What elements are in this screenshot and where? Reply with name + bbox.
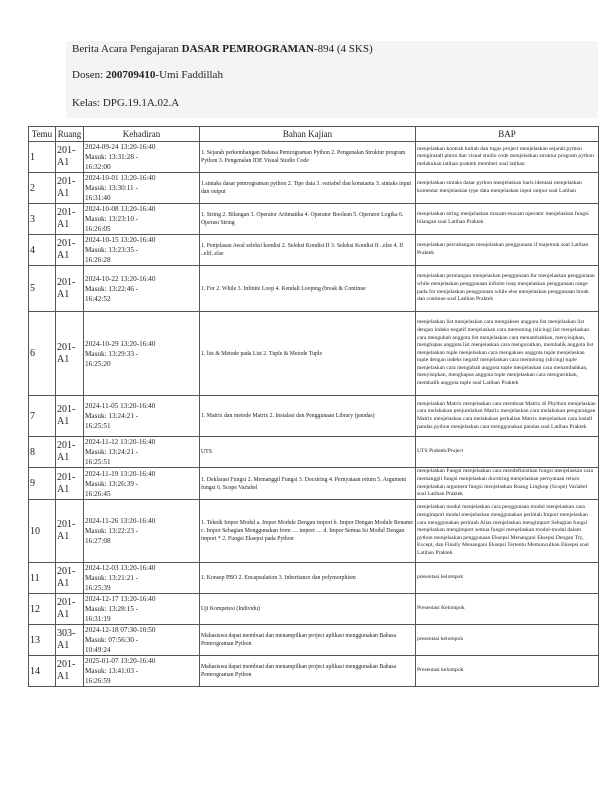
bap-cell: menjelaskan Matrix menjelaskan cara membuat Matrix di Phython menjelaskan cara melakukan penjumlahan Matrix menjelaskan cara melakukan pengurangan Matrix menjelaskan cara melakukan perkalian Matrix menjelaskan cara install pandas python menjelaskan cara menggunakan pandas soal Latihan Praktek xyxy=(416,396,599,437)
column-header-ruang: Ruang xyxy=(56,127,84,142)
ruang-cell: 303-A1 xyxy=(56,625,84,656)
bahan-kajian-cell: 1. Konsep PBO 2. Encapsulation 3. Inheritance dan polymorphism xyxy=(200,563,416,594)
table-row xyxy=(29,437,599,468)
kehadiran-cell: 2024-10-22 13:20-16:40 Masuk: 13:22:46 - 16:42:52 xyxy=(84,266,200,312)
bahan-kajian-cell: 1. String 2. Bilangan 3. Operator Aritmatika 4. Operator Boolean 5. Operator Logika 6. Operasi String xyxy=(200,204,416,235)
kehadiran-cell: 2024-11-12 13:20-16:40 Masuk: 13:24:21 - 16:25:51 xyxy=(84,437,200,468)
column-header-bahan-kajian: Bahan Kajian xyxy=(200,127,416,142)
ruang-cell: 201-A1 xyxy=(56,594,84,625)
kehadiran-cell: 2024-11-05 13:20-16:40 Masuk: 13:24:21 - 16:25:51 xyxy=(84,396,200,437)
kehadiran-cell: 2024-10-01 13:20-16:40 Masuk: 13:30:11 - 16:31:40 xyxy=(84,173,200,204)
temu-cell: 3 xyxy=(29,204,56,235)
temu-cell: 4 xyxy=(29,235,56,266)
bap-cell: menjelaskan kontrak kuliah dan tugas project menjelaskan sejarah python menginstall phton dan visual studio code menjelaskan struktur program python melakukan latihan praktek memberi soal latihan xyxy=(416,142,599,173)
table-header-row xyxy=(29,127,599,142)
ruang-cell: 201-A1 xyxy=(56,312,84,396)
bap-cell: menjelaskan Fungsi menjelaskan cara mendefinisikan fungsi menjelaskan cara memanggil fungsi menjelaskan docstring menjelaskan pernyataan return menjelaskan argument fungsi menjelaskan Ruang Lingkup (Scope) Variabel soal Latihan Praktek xyxy=(416,468,599,500)
title-line xyxy=(72,43,373,55)
ruang-cell: 201-A1 xyxy=(56,500,84,563)
bahan-kajian-cell: 1. list & Metode pada List 2. Tuple & Metode Tuple xyxy=(200,312,416,396)
column-header-kehadiran: Kehadiran xyxy=(84,127,200,142)
ruang-cell: 201-A1 xyxy=(56,468,84,500)
bahan-kajian-cell: 1. Teknik Impor Modul a. Impor Module Dengan import b. Impor Dengan Module Rename c. Impor Sebagian Menggunakan from … import … d. Impor Semua Isi Modul Dengan import * 2. Fungsi Eksepsi pada Python xyxy=(200,500,416,563)
bahan-kajian-cell: 1. Matrix dan metode Matrix 2. Instalasi dan Penggunaan Library (pandas) xyxy=(200,396,416,437)
bahan-kajian-cell: Uji Kompetesi (Individu) xyxy=(200,594,416,625)
dosen-name: -Umi Faddillah xyxy=(155,69,223,81)
document-header xyxy=(66,41,598,118)
bap-cell: Presentasi kelompok xyxy=(416,656,599,687)
attendance-table xyxy=(28,126,599,687)
temu-cell: 2 xyxy=(29,173,56,204)
kehadiran-cell: 2024-10-15 13:20-16:40 Masuk: 13:23:35 - 16:26:28 xyxy=(84,235,200,266)
ruang-cell: 201-A1 xyxy=(56,437,84,468)
kehadiran-cell: 2024-12-03 13:20-16:40 Masuk: 13:21:21 - 16:25:39 xyxy=(84,563,200,594)
ruang-cell: 201-A1 xyxy=(56,173,84,204)
temu-cell: 10 xyxy=(29,500,56,563)
kehadiran-cell: 2024-12-18 07:30-10:50 Masuk: 07:56:30 - 10:49:24 xyxy=(84,625,200,656)
dosen-id: 200709410 xyxy=(105,69,156,81)
ruang-cell: 201-A1 xyxy=(56,266,84,312)
temu-cell: 11 xyxy=(29,563,56,594)
table-row xyxy=(29,235,599,266)
ruang-cell: 201-A1 xyxy=(56,204,84,235)
course-name: DASAR PEMROGRAMAN xyxy=(181,43,314,55)
table-row xyxy=(29,468,599,500)
temu-cell: 9 xyxy=(29,468,56,500)
ruang-cell: 201-A1 xyxy=(56,396,84,437)
table-row xyxy=(29,142,599,173)
temu-cell: 14 xyxy=(29,656,56,687)
table-row xyxy=(29,656,599,687)
course-code: -894 (4 SKS) xyxy=(313,43,373,55)
temu-cell: 1 xyxy=(29,142,56,173)
bap-cell: UTS Praktek/Project xyxy=(416,437,599,468)
column-header-bap: BAP xyxy=(416,127,599,142)
ruang-cell: 201-A1 xyxy=(56,656,84,687)
table-row xyxy=(29,396,599,437)
ruang-cell: 201-A1 xyxy=(56,563,84,594)
column-header-temu: Temu xyxy=(29,127,56,142)
bahan-kajian-cell: 1. Penjelasan Awal seleksi kondisi 2. Seleksi Kondisi If 3. Seleksi Kondisi If ..else 4. If ..elif..else xyxy=(200,235,416,266)
bap-cell: Presentasi Kelompok xyxy=(416,594,599,625)
bahan-kajian-cell: Mahasiswa dapat membuat dan menampilkan project aplikasi menggunakan Bahasa Pemrograman Python xyxy=(200,625,416,656)
bahan-kajian-cell: 1. For 2. While 3. Infinite Loop 4. Kendali Looping (break & Continue xyxy=(200,266,416,312)
kehadiran-cell: 2024-11-26 13:20-16:40 Masuk: 13:22:23 - 16:27:08 xyxy=(84,500,200,563)
bap-cell: menjelaskan sintaks dasar python menjelaskan baris identasi menjelaskan komentar menjelaskan type data menjelaskan input output soal Latihan xyxy=(416,173,599,204)
temu-cell: 5 xyxy=(29,266,56,312)
bap-cell: presentasi kelompok xyxy=(416,563,599,594)
kehadiran-cell: 2024-09-24 13:20-16:40 Masuk: 13:31:28 - 16:32:00 xyxy=(84,142,200,173)
bahan-kajian-cell: 1. Deklarasi Fungsi 2. Memanggil Fungsi 3. Docstring 4. Pernyataan return 5. Argument fungsi 6. Scope Variabel xyxy=(200,468,416,500)
kehadiran-cell: 2024-12-17 13:20-16:40 Masuk: 13:28:15 - 16:31:19 xyxy=(84,594,200,625)
temu-cell: 8 xyxy=(29,437,56,468)
kehadiran-cell: 2024-11-19 13:20-16:40 Masuk: 13:26:39 - 16:26:45 xyxy=(84,468,200,500)
bahan-kajian-cell: UTS xyxy=(200,437,416,468)
temu-cell: 6 xyxy=(29,312,56,396)
table-row xyxy=(29,563,599,594)
bap-cell: presentasi kelompok xyxy=(416,625,599,656)
dosen-line xyxy=(72,69,223,81)
table-row xyxy=(29,266,599,312)
bap-cell: menjelaskan perulangan menjelaskan penggunaan for menjelaskan penggunaan while menjelaskan penggunaan infinite loop menjelaskan penggunaan range pada for menjelaskan penggunaan while else menjelaskan penggunaan break dan continue soal Latihan Praktek xyxy=(416,266,599,312)
bahan-kajian-cell: 1.sintaks dasar pemrograman python 2. Tipe data 3. variabel dan konstanta 3. sintaks input dan output xyxy=(200,173,416,204)
table-row xyxy=(29,173,599,204)
bap-cell: menjelaskan modul menjelaskan cara penggunaan modul menjelaskan cara mengimport modul menjelaskan menggunakan perintah Import menjelaskan cara menggunakan perintah Alias menjelaskan mengimport Sebagian fungsi menjelaskan mengimport semua fungsi menjelaskan modul-modul dalam python menjelaskan penggunaan Eksepsi Menangani Eksepsi Dengan Try, Except, dan Finally Menangani Eksepsi Tertentu Memunculkan Eksepsi soal Latihan Praktek xyxy=(416,500,599,563)
bap-cell: menjelaskan list menjelaskan cara mengakses anggota list menjelaskan list dengan indeks negatif menjelaskan cara memotong (slicing) list menjelaskan cara mengubah anggota list menjelaskan cara menambahkan, menyisipkan, menghapus anggota list menjelaskan cara mengurutkan, membalik anggota list menjelaskan tuple menjelaskan cara mengakses anggota tuple menjelaskan tuple dengan indeks negatif menjelaskan cara memotong (slicing) tuple menjelaskan cara mengubah anggota tuple menjelaskan cara menambahkan, menyisipkan, menghapus anggota tuple menjelaskan cara mengurutkan, membalik anggota tuple soal Latihan Praktek xyxy=(416,312,599,396)
dosen-label: Dosen: xyxy=(72,69,106,81)
kehadiran-cell: 2024-10-08 13:20-16:40 Masuk: 13:23:10 - 16:26:05 xyxy=(84,204,200,235)
table-row xyxy=(29,312,599,396)
table-row xyxy=(29,204,599,235)
table-row xyxy=(29,625,599,656)
table-row xyxy=(29,500,599,563)
bahan-kajian-cell: Mahasiswa dapat membuat dan menampilkan project aplikasi menggunakan Bahasa Pemrograman Python xyxy=(200,656,416,687)
temu-cell: 13 xyxy=(29,625,56,656)
kelas-line: Kelas: DPG.19.1A.02.A xyxy=(72,97,180,109)
ruang-cell: 201-A1 xyxy=(56,142,84,173)
ruang-cell: 201-A1 xyxy=(56,235,84,266)
title-prefix: Berita Acara Pengajaran xyxy=(72,43,182,55)
bahan-kajian-cell: 1. Sejarah perkembangan Bahasa Pemrograman Python 2. Pengenalan Struktur program Python 3. Pengenalan IDE Visual Studio Code xyxy=(200,142,416,173)
temu-cell: 7 xyxy=(29,396,56,437)
temu-cell: 12 xyxy=(29,594,56,625)
table-row xyxy=(29,594,599,625)
kehadiran-cell: 2024-10-29 13:20-16:40 Masuk: 13:29:33 - 16:25:20 xyxy=(84,312,200,396)
bap-cell: menjelaskan percabangan menjelaskan penggunaan if majemuk soal Latihan Praktek xyxy=(416,235,599,266)
kehadiran-cell: 2025-01-07 13:20-16:40 Masuk: 13:41:03 - 16:26:59 xyxy=(84,656,200,687)
bap-cell: menjelaskan string menjelaskan macam-macam operator menjelaskan fungsi bilangan soal Latihan Praktek xyxy=(416,204,599,235)
